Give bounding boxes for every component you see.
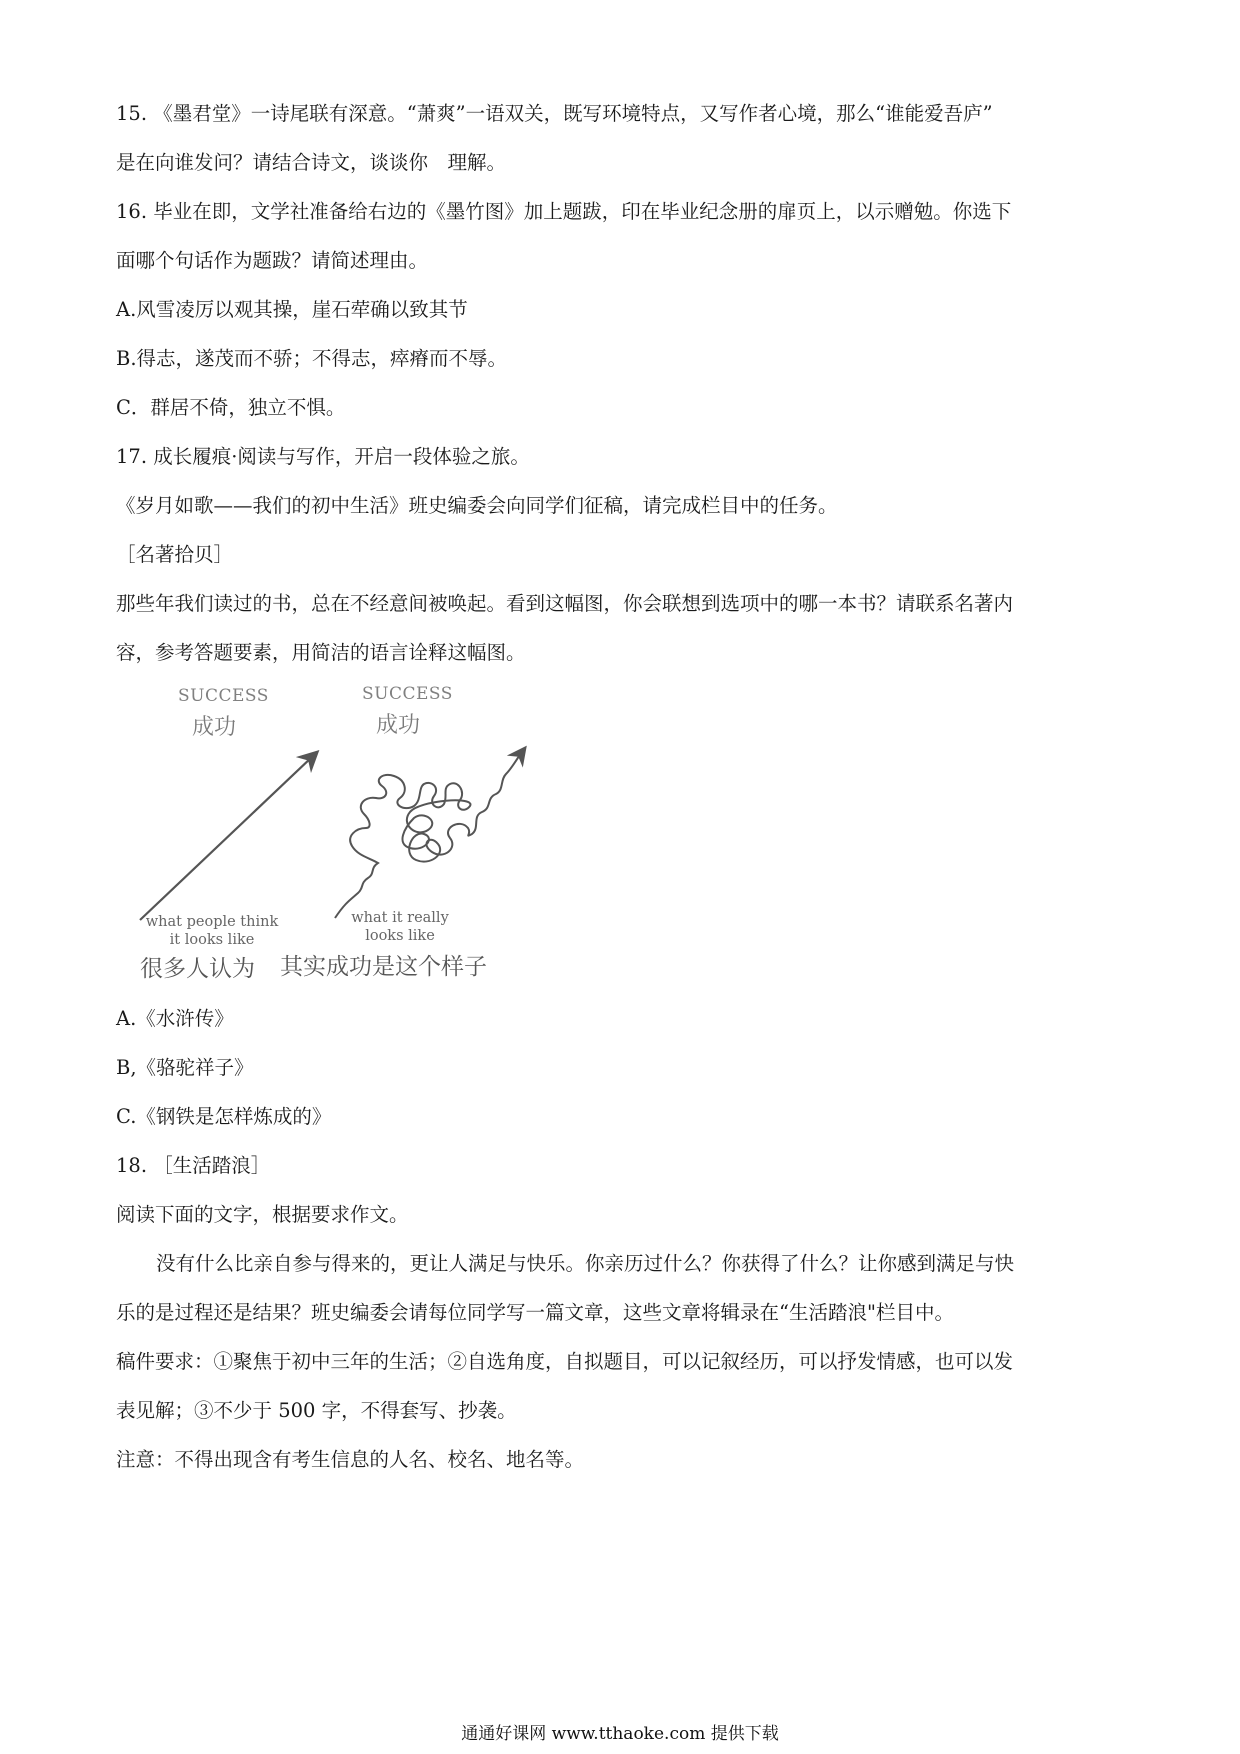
q18-paragraph-2: 乐的是过程还是结果？班史编委会请每位同学写一篇文章，这些文章将辑录在“生活踏浪"栏目中。 xyxy=(116,1301,954,1324)
q18-note: 注意：不得出现含有考生信息的人名、校名、地名等。 xyxy=(116,1448,585,1471)
q17-line-1: 17. 成长履痕·阅读与写作，开启一段体验之旅。 xyxy=(116,445,530,468)
right-caption-chinese: 其实成功是这个样子 xyxy=(280,954,487,980)
left-caption-chinese: 很多人认为 xyxy=(140,956,255,982)
q18-requirements-2: 表见解；③不少于 500 字，不得套写、抄袭。 xyxy=(116,1399,517,1422)
left-success-label: SUCCESS xyxy=(178,686,269,706)
q17-section-title: ［名著拾贝］ xyxy=(116,543,234,566)
left-caption-english xyxy=(142,913,282,949)
q18-line-1: 18. ［生活踏浪］ xyxy=(116,1154,271,1177)
q18-line-2: 阅读下面的文字，根据要求作文。 xyxy=(116,1203,409,1226)
right-caption-english-2: looks like xyxy=(365,928,435,944)
q18-paragraph-1: 没有什么比亲自参与得来的，更让人满足与快乐。你亲历过什么？你获得了什么？让你感到满足与快 xyxy=(156,1252,1015,1275)
left-chengong-label: 成功 xyxy=(192,715,237,740)
q17-line-2: 《岁月如歌——我们的初中生活》班史编委会向同学们征稿，请完成栏目中的任务。 xyxy=(116,494,838,517)
right-caption-english xyxy=(340,909,460,945)
right-caption-english-1: what it really xyxy=(351,910,449,926)
q17-option-a: A.《水浒传》 xyxy=(116,1007,234,1030)
left-caption-english-2: it looks like xyxy=(169,932,255,948)
straight-arrow xyxy=(140,756,313,920)
q15-line-1: 15. 《墨君堂》一诗尾联有深意。“萧爽”一语双关，既写环境特点，又写作者心境，那么“谁能爱吾庐” xyxy=(116,102,993,125)
q17-line-4: 容，参考答题要素，用简洁的语言诠释这幅图。 xyxy=(116,641,526,664)
q16-option-b: B.得志，遂茂而不骄；不得志，瘁瘠而不辱。 xyxy=(116,347,508,370)
q16-option-c: C．群居不倚，独立不惧。 xyxy=(116,396,346,419)
q17-option-b: B,《骆驼祥子》 xyxy=(116,1056,254,1079)
q15-line-2: 是在向谁发问？请结合诗文，谈谈你 理解。 xyxy=(116,151,507,174)
page-footer: 通通好课网 www.tthaoke.com 提供下载 xyxy=(461,1724,779,1744)
q17-line-3: 那些年我们读过的书，总在不经意间被唤起。看到这幅图，你会联想到选项中的哪一本书？请联系名著内 xyxy=(116,592,1014,615)
q17-option-c: C.《钢铁是怎样炼成的》 xyxy=(116,1105,332,1128)
left-caption-english-1: what people think xyxy=(145,914,279,930)
q16-option-a: A.风雪凌厉以观其操，崖石荦确以致其节 xyxy=(116,298,468,321)
page-content xyxy=(116,100,1126,1495)
squiggly-arrow xyxy=(335,752,522,918)
q18-requirements-1: 稿件要求：①聚焦于初中三年的生活；②自选角度，自拟题目，可以记叙经历，可以抒发情感，也可以发 xyxy=(116,1350,1014,1373)
q16-line-2: 面哪个句话作为题跋？请简述理由。 xyxy=(116,249,429,272)
success-illustration xyxy=(120,684,720,993)
q16-line-1: 16. 毕业在即，文学社准备给右边的《墨竹图》加上题跋，印在毕业纪念册的扉页上，以示赠勉。你选下 xyxy=(116,200,1012,223)
right-chengong-label: 成功 xyxy=(376,713,421,738)
right-success-label: SUCCESS xyxy=(362,684,453,704)
